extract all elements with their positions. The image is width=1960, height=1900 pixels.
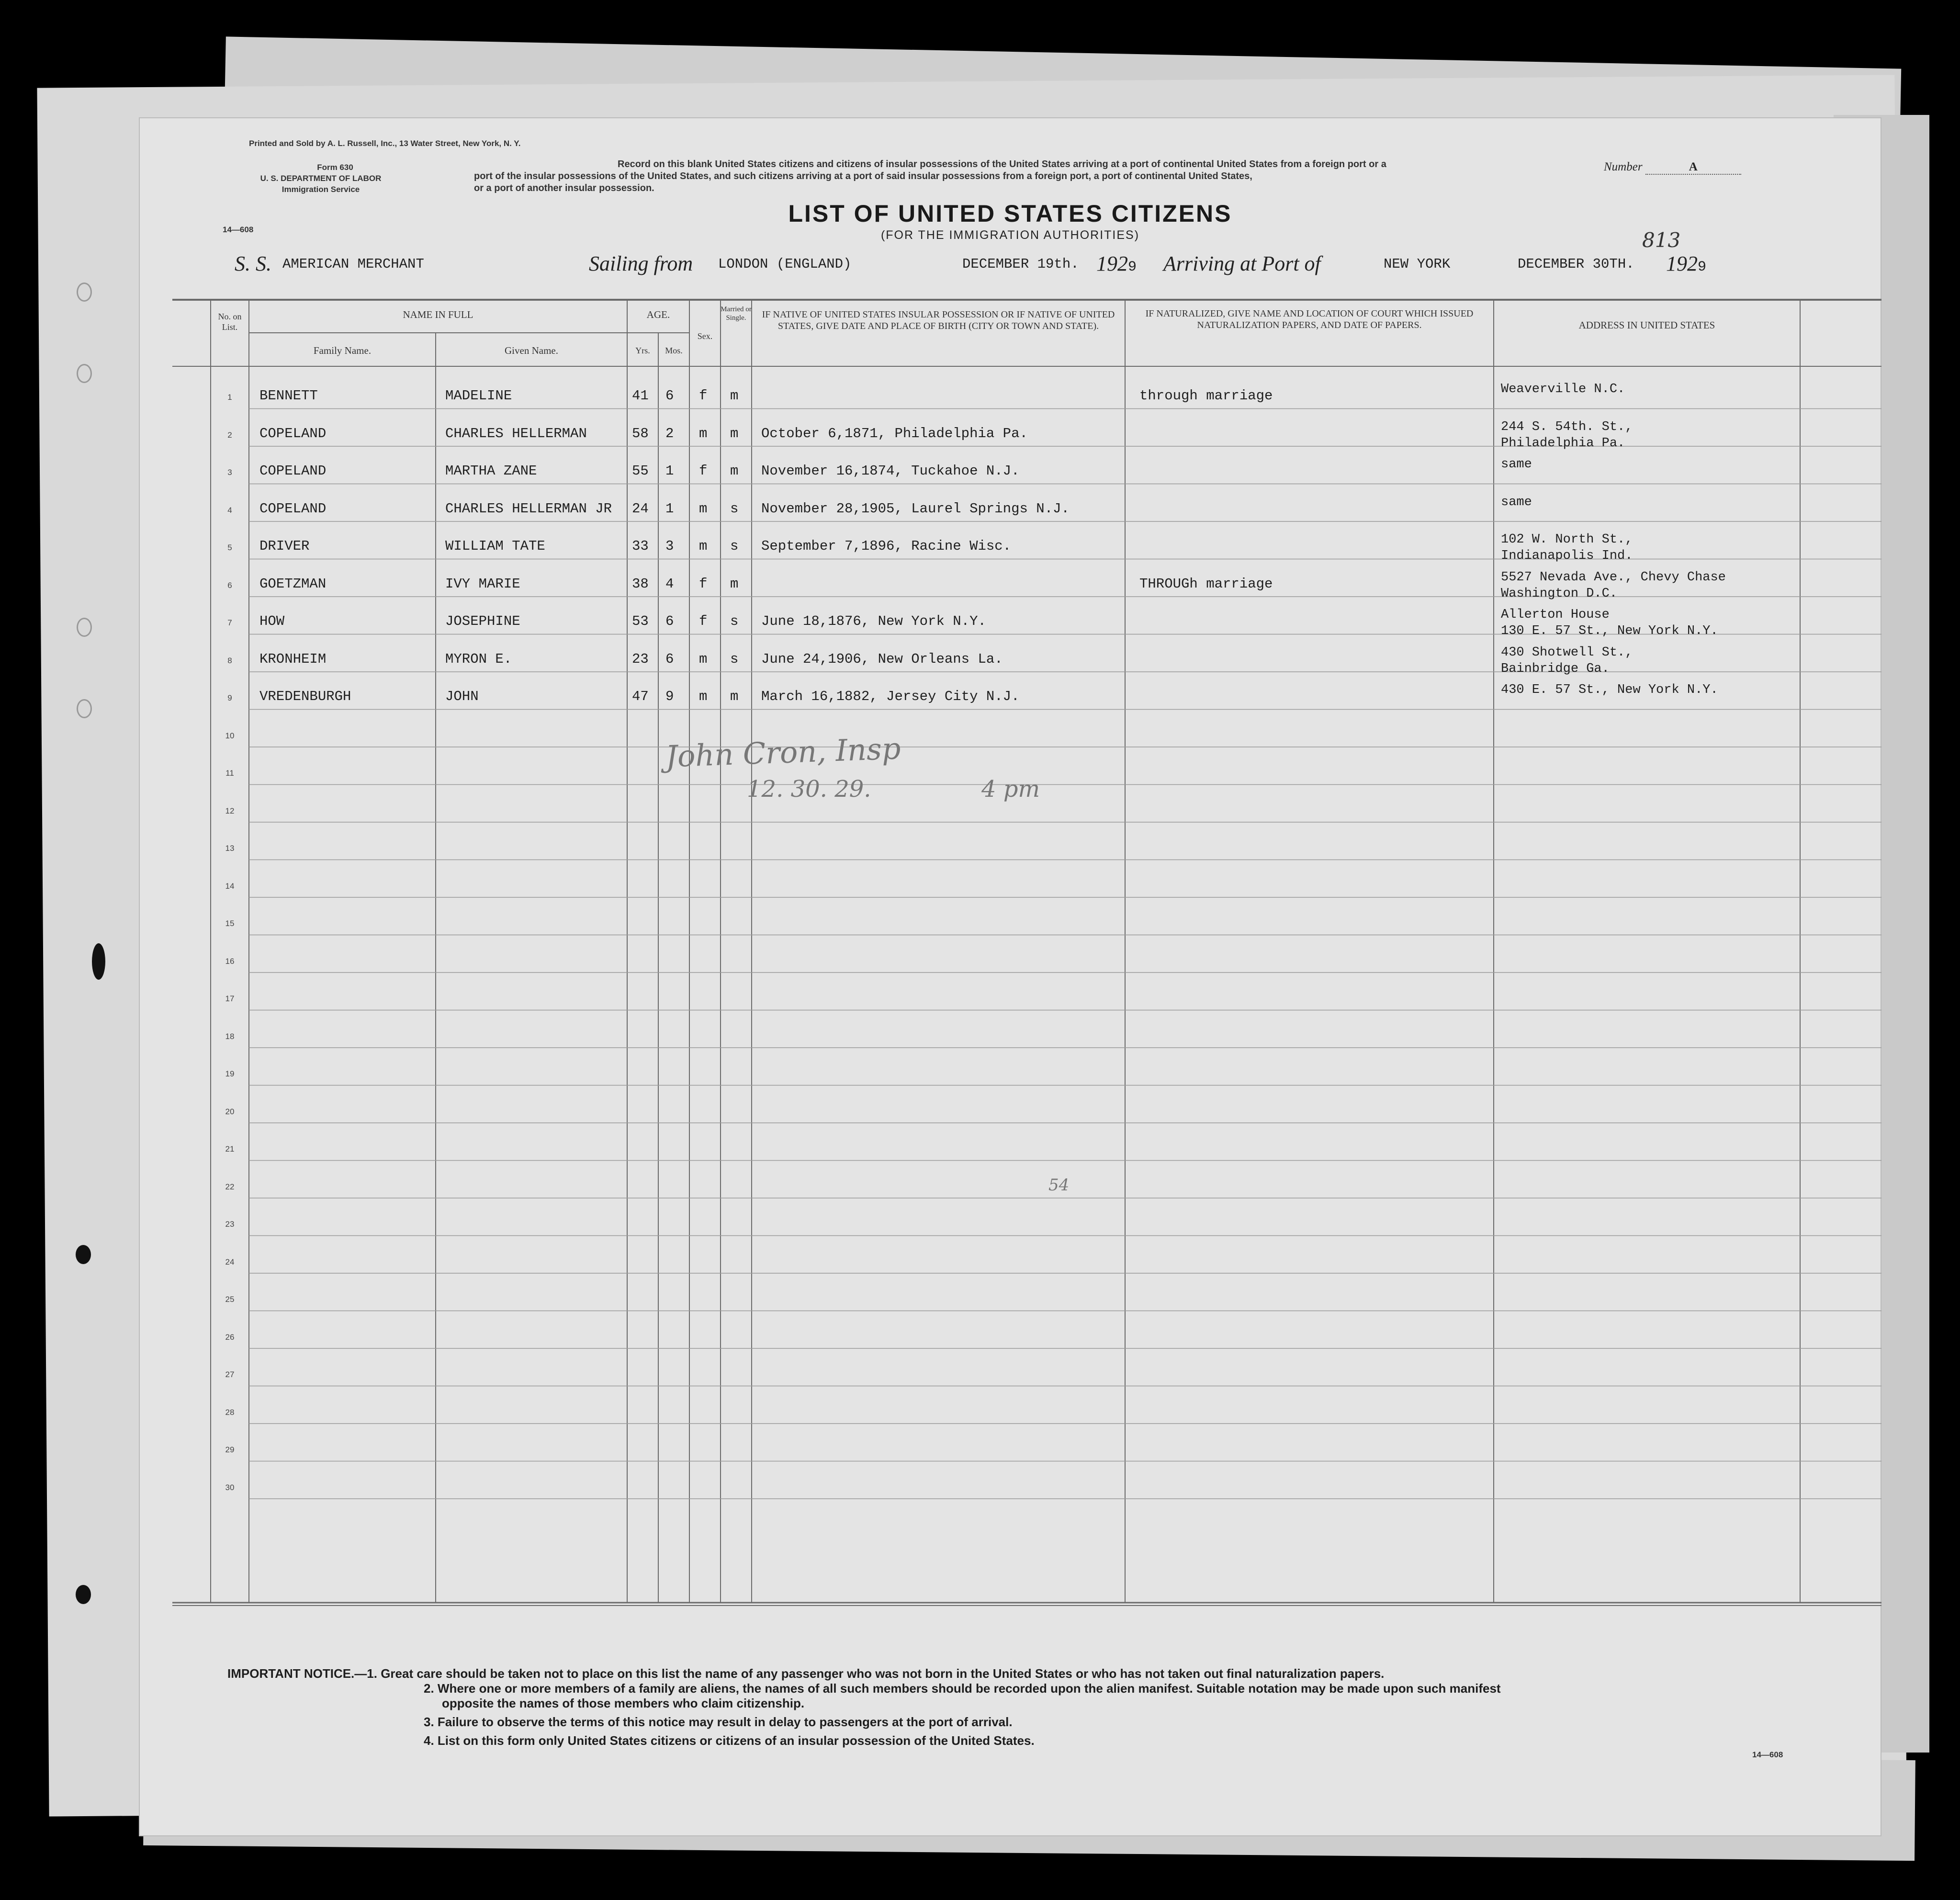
row-number: 22 bbox=[225, 1182, 235, 1191]
age-years-cell: 47 bbox=[632, 689, 649, 704]
margin-mark: 54 bbox=[1048, 1176, 1070, 1195]
address-line: Philadelphia Pa. bbox=[1501, 436, 1625, 451]
family-name-cell: HOW bbox=[259, 613, 285, 629]
row-number: 12 bbox=[225, 806, 235, 815]
marital-status-cell: s bbox=[730, 500, 739, 517]
address-line: 430 Shotwell St., bbox=[1501, 645, 1633, 660]
form-title: LIST OF UNITED STATES CITIZENS bbox=[788, 200, 1232, 227]
naturalization-cell: THROUGh marriage bbox=[1139, 576, 1273, 592]
birth-cell: June 24,1906, New Orleans La. bbox=[761, 651, 1003, 667]
row-number: 20 bbox=[225, 1107, 235, 1116]
notice-code: 14—608 bbox=[1752, 1750, 1783, 1759]
form-subtitle: (FOR THE IMMIGRATION AUTHORITIES) bbox=[880, 228, 1140, 242]
age-months-cell: 9 bbox=[665, 689, 674, 704]
address-line: Weaverville N.C. bbox=[1501, 382, 1625, 396]
arriving-label: Arriving at Port of bbox=[1163, 252, 1321, 275]
row-number: 10 bbox=[225, 731, 235, 740]
signature-note: 4 pm bbox=[981, 776, 1040, 803]
notice-item-2-cont: opposite the names of those members who claim citizenship. bbox=[442, 1696, 805, 1710]
binder-hole bbox=[76, 1245, 91, 1264]
given-name-cell: MARTHA ZANE bbox=[445, 463, 537, 479]
row-number: 4 bbox=[227, 505, 232, 515]
ss-label: S. S. bbox=[235, 252, 271, 275]
family-name-cell: KRONHEIM bbox=[259, 651, 327, 667]
sex-cell: f bbox=[699, 388, 708, 404]
age-years-cell: 58 bbox=[632, 425, 649, 441]
given-name-cell: WILLIAM TATE bbox=[445, 538, 545, 554]
binder-hole bbox=[76, 1585, 91, 1604]
col-name-header: NAME IN FULL bbox=[403, 309, 473, 320]
sex-cell: m bbox=[699, 689, 708, 704]
age-years-cell: 55 bbox=[632, 463, 649, 479]
inspector-signature: John Cron, Insp bbox=[665, 731, 901, 774]
year-digit: 9 bbox=[1698, 259, 1707, 275]
address-line: 130 E. 57 St., New York N.Y. bbox=[1501, 624, 1718, 638]
notice-item-2: 2. Where one or more members of a family are aliens, the names of all such members should be recorded upon the alien manifest. Suitable notation may be made upon such manifest bbox=[424, 1681, 1501, 1696]
age-years-cell: 53 bbox=[632, 613, 649, 629]
given-name-cell: JOSEPHINE bbox=[445, 613, 520, 629]
sex-cell: m bbox=[699, 500, 708, 517]
row-number: 26 bbox=[225, 1332, 235, 1342]
year-digit: 9 bbox=[1128, 259, 1137, 275]
given-name-cell: CHARLES HELLERMAN bbox=[445, 425, 587, 441]
row-number: 29 bbox=[225, 1445, 235, 1454]
given-name-cell: MADELINE bbox=[445, 388, 512, 404]
given-name-cell: IVY MARIE bbox=[445, 576, 520, 592]
age-months-cell: 6 bbox=[665, 613, 674, 629]
birth-cell: June 18,1876, New York N.Y. bbox=[761, 613, 986, 629]
department: U. S. DEPARTMENT OF LABOR bbox=[260, 174, 382, 183]
form-number: Form 630 bbox=[317, 163, 353, 172]
col-family-header: Family Name. bbox=[313, 345, 372, 356]
record-text-line: port of the insular possessions of the United States, and such citizens arriving at a port of said insular possessions from a foreign port, a port of continental United States, bbox=[474, 171, 1252, 181]
binder-hole bbox=[77, 364, 92, 383]
row-number: 7 bbox=[227, 618, 232, 627]
age-years-cell: 23 bbox=[632, 651, 649, 667]
naturalization-cell: through marriage bbox=[1139, 388, 1273, 404]
sex-cell: f bbox=[699, 613, 708, 629]
form-code: 14—608 bbox=[223, 225, 254, 234]
address-line: same bbox=[1501, 495, 1532, 509]
age-months-cell: 4 bbox=[665, 576, 674, 592]
family-name-cell: COPELAND bbox=[259, 425, 327, 441]
marital-status-cell: m bbox=[730, 388, 739, 404]
col-married-header: Married or Single. bbox=[721, 305, 752, 322]
sailing-label: Sailing from bbox=[589, 252, 693, 275]
row-number: 21 bbox=[225, 1144, 235, 1154]
age-months-cell: 2 bbox=[665, 425, 674, 441]
age-months-cell: 3 bbox=[665, 538, 674, 554]
row-number: 23 bbox=[225, 1220, 235, 1229]
birth-cell: October 6,1871, Philadelphia Pa. bbox=[761, 425, 1028, 441]
marital-status-cell: s bbox=[730, 613, 739, 629]
col-mos-header: Mos. bbox=[665, 346, 683, 355]
family-name-cell: COPELAND bbox=[259, 463, 327, 479]
sex-cell: f bbox=[699, 576, 708, 592]
address-line: Bainbridge Ga. bbox=[1501, 661, 1610, 676]
given-name-cell: MYRON E. bbox=[445, 651, 512, 667]
service: Immigration Service bbox=[282, 185, 360, 194]
row-number: 2 bbox=[227, 430, 232, 440]
marital-status-cell: s bbox=[730, 538, 739, 554]
age-months-cell: 6 bbox=[665, 651, 674, 667]
birth-cell: September 7,1896, Racine Wisc. bbox=[761, 538, 1012, 554]
table-grid bbox=[139, 117, 1881, 1836]
departure-date: DECEMBER 19th. bbox=[962, 256, 1079, 272]
address-line: 102 W. North St., bbox=[1501, 532, 1633, 547]
row-number: 13 bbox=[225, 844, 235, 853]
row-number: 11 bbox=[225, 769, 234, 778]
notice-heading: IMPORTANT NOTICE. bbox=[227, 1666, 355, 1681]
binder-hole bbox=[92, 943, 105, 980]
address-line: 244 S. 54th. St., bbox=[1501, 419, 1633, 434]
row-number: 5 bbox=[227, 543, 232, 552]
number-label: Number bbox=[1604, 160, 1643, 173]
sex-cell: f bbox=[699, 463, 708, 479]
printer-line: Printed and Sold by A. L. Russell, Inc., 13 Water Street, New York, N. Y. bbox=[249, 139, 521, 148]
year-prefix: 192 bbox=[1096, 252, 1128, 275]
departure-port: LONDON (ENGLAND) bbox=[718, 256, 852, 272]
address-line: Indianapolis Ind. bbox=[1501, 549, 1633, 563]
address-line: 430 E. 57 St., New York N.Y. bbox=[1501, 683, 1718, 697]
age-years-cell: 38 bbox=[632, 576, 649, 592]
col-sex-header: Sex. bbox=[697, 331, 713, 341]
age-years-cell: 33 bbox=[632, 538, 649, 554]
family-name-cell: COPELAND bbox=[259, 500, 327, 517]
given-name-cell: CHARLES HELLERMAN JR bbox=[445, 500, 612, 517]
row-number: 25 bbox=[225, 1295, 235, 1304]
notice-item-3: 3. Failure to observe the terms of this notice may result in delay to passengers at the port of arrival. bbox=[424, 1715, 1013, 1729]
row-number: 16 bbox=[225, 956, 235, 966]
row-number: 17 bbox=[225, 994, 235, 1003]
row-number: 28 bbox=[225, 1407, 235, 1417]
record-text-line: Record on this blank United States citizens and citizens of insular possessions of the United States arriving at a port of continental United States from a foreign port or a bbox=[618, 159, 1386, 170]
row-number: 27 bbox=[225, 1370, 235, 1379]
signature-date: 12. 30. 29. bbox=[747, 776, 871, 803]
row-number: 18 bbox=[225, 1031, 235, 1041]
age-years-cell: 24 bbox=[632, 500, 649, 517]
row-number: 24 bbox=[225, 1257, 235, 1267]
address-line: Washington D.C. bbox=[1501, 586, 1618, 601]
age-years-cell: 41 bbox=[632, 388, 649, 404]
col-address-header: ADDRESS IN UNITED STATES bbox=[1578, 319, 1715, 331]
row-number: 19 bbox=[225, 1069, 235, 1078]
col-given-header: Given Name. bbox=[505, 345, 558, 356]
address-line: 5527 Nevada Ave., Chevy Chase bbox=[1501, 570, 1726, 585]
marital-status-cell: s bbox=[730, 651, 739, 667]
col-age-header: AGE. bbox=[646, 309, 670, 320]
marital-status-cell: m bbox=[730, 463, 739, 479]
binder-hole bbox=[77, 283, 92, 302]
row-number: 30 bbox=[225, 1482, 235, 1492]
given-name-cell: JOHN bbox=[445, 689, 479, 704]
sex-cell: m bbox=[699, 425, 708, 441]
row-number: 15 bbox=[225, 919, 235, 928]
col-yrs-header: Yrs. bbox=[635, 346, 650, 355]
row-number: 1 bbox=[227, 393, 232, 402]
age-months-cell: 1 bbox=[665, 463, 674, 479]
family-name-cell: BENNETT bbox=[259, 388, 318, 404]
row-number: 8 bbox=[227, 656, 232, 665]
row-number: 9 bbox=[227, 693, 232, 702]
family-name-cell: GOETZMAN bbox=[259, 576, 327, 592]
citizens-list-form bbox=[139, 117, 1881, 1836]
row-number: 3 bbox=[227, 468, 232, 477]
notice-item-1: —1. Great care should be taken not to place on this list the name of any passenger who was not born in the United States or who has not taken out final naturalization papers. bbox=[354, 1666, 1385, 1681]
marital-status-cell: m bbox=[730, 689, 739, 704]
sex-cell: m bbox=[699, 538, 708, 554]
ship-name: AMERICAN MERCHANT bbox=[282, 256, 424, 272]
important-notice bbox=[227, 1666, 1807, 1748]
number-value: A bbox=[1645, 160, 1741, 175]
age-months-cell: 6 bbox=[665, 388, 674, 404]
address-line: Allerton House bbox=[1501, 608, 1610, 622]
birth-cell: November 16,1874, Tuckahoe N.J. bbox=[761, 463, 1020, 479]
year-prefix: 192 bbox=[1666, 252, 1698, 275]
col-no-header: No. on List. bbox=[218, 312, 242, 332]
age-months-cell: 1 bbox=[665, 500, 674, 517]
family-name-cell: DRIVER bbox=[259, 538, 310, 554]
birth-cell: November 28,1905, Laurel Springs N.J. bbox=[761, 500, 1070, 517]
family-name-cell: VREDENBURGH bbox=[259, 689, 351, 704]
arrival-port: NEW YORK bbox=[1384, 256, 1451, 272]
row-number: 6 bbox=[227, 580, 232, 590]
record-text-line: or a port of another insular possession. bbox=[474, 183, 654, 193]
row-number: 14 bbox=[225, 881, 235, 891]
sex-cell: m bbox=[699, 651, 708, 667]
marital-status-cell: m bbox=[730, 425, 739, 441]
address-line: same bbox=[1501, 457, 1532, 472]
col-birth-header: IF NATIVE OF UNITED STATES INSULAR POSSESSION OR IF NATIVE OF UNITED STATES, GIVE DATE AND PLACE OF BIRTH (CITY OR TOWN AND STATE). bbox=[762, 309, 1115, 331]
arrival-date: DECEMBER 30TH. bbox=[1518, 256, 1634, 272]
binder-hole bbox=[77, 618, 92, 637]
marital-status-cell: m bbox=[730, 576, 739, 592]
notice-item-4: 4. List on this form only United States citizens or citizens of an insular possession of the United States. bbox=[424, 1733, 1035, 1748]
col-naturalized-header: IF NATURALIZED, GIVE NAME AND LOCATION OF COURT WHICH ISSUED NATURALIZATION PAPERS, AND DATE OF PAPERS. bbox=[1145, 308, 1474, 330]
binder-hole bbox=[77, 699, 92, 718]
birth-cell: March 16,1882, Jersey City N.J. bbox=[761, 689, 1020, 704]
page-number: 813 bbox=[1642, 228, 1681, 252]
